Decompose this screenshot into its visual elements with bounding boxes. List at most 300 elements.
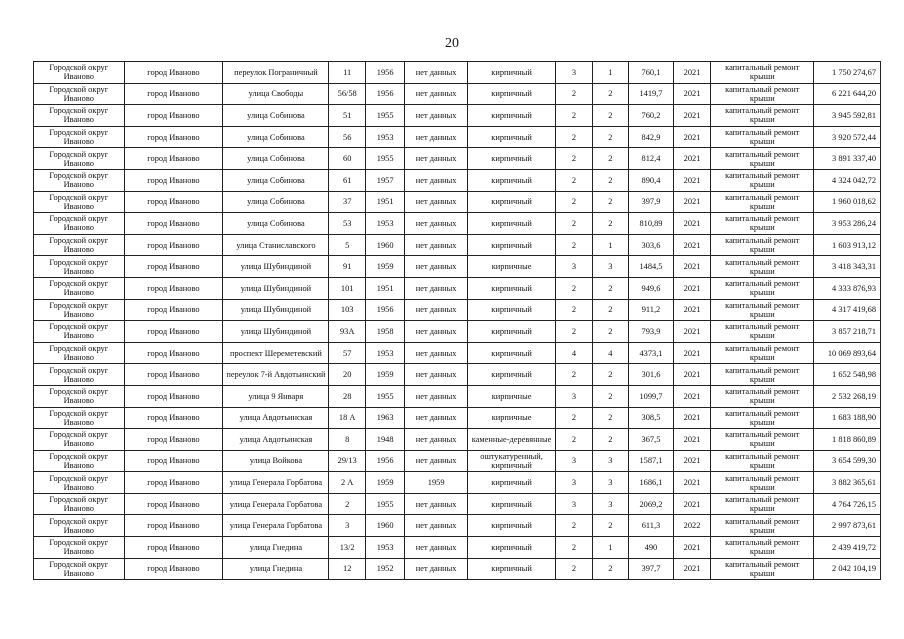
- street-cell: улица Шубиндиной: [223, 299, 329, 321]
- plan-year-cell: 2021: [673, 407, 710, 429]
- cost-cell: 3 882 365,61: [814, 472, 881, 494]
- house-number-cell: 101: [329, 277, 365, 299]
- street-cell: улица Шубиндиной: [223, 277, 329, 299]
- table-row: [34, 558, 881, 580]
- work-type-cell: капитальный ремонт крыши: [711, 213, 814, 235]
- street-cell: улица Генерала Горбатова: [223, 515, 329, 537]
- plan-year-cell: 2021: [673, 364, 710, 386]
- build-year-cell: 1948: [365, 429, 405, 451]
- house-number-cell: 51: [329, 105, 365, 127]
- municipality-cell: Городской округ Иваново: [34, 429, 125, 451]
- municipality-cell: Городской округ Иваново: [34, 83, 125, 105]
- work-type-cell: капитальный ремонт крыши: [711, 429, 814, 451]
- entrances-cell: 1: [592, 537, 628, 559]
- work-type-cell: капитальный ремонт крыши: [711, 342, 814, 364]
- house-number-cell: 18 А: [329, 407, 365, 429]
- work-type-cell: капитальный ремонт крыши: [711, 148, 814, 170]
- plan-year-cell: 2021: [673, 213, 710, 235]
- build-year-cell: 1953: [365, 126, 405, 148]
- cost-cell: 6 221 644,20: [814, 83, 881, 105]
- table-row: [34, 472, 881, 494]
- commission-year-cell: нет данных: [405, 342, 467, 364]
- work-type-cell: капитальный ремонт крыши: [711, 105, 814, 127]
- table-row: [34, 321, 881, 343]
- wall-material-cell: кирпичный: [467, 321, 555, 343]
- settlement-cell: город Иваново: [124, 169, 223, 191]
- table-row: [34, 450, 881, 472]
- entrances-cell: 2: [592, 213, 628, 235]
- plan-year-cell: 2022: [673, 515, 710, 537]
- table-row: [34, 213, 881, 235]
- house-number-cell: 103: [329, 299, 365, 321]
- commission-year-cell: нет данных: [405, 299, 467, 321]
- plan-year-cell: 2021: [673, 105, 710, 127]
- cost-cell: 2 532 268,19: [814, 385, 881, 407]
- area-cell: 308,5: [629, 407, 674, 429]
- wall-material-cell: кирпичный: [467, 126, 555, 148]
- build-year-cell: 1958: [365, 321, 405, 343]
- build-year-cell: 1956: [365, 83, 405, 105]
- wall-material-cell: кирпичный: [467, 342, 555, 364]
- entrances-cell: 2: [592, 515, 628, 537]
- entrances-cell: 2: [592, 321, 628, 343]
- settlement-cell: город Иваново: [124, 105, 223, 127]
- plan-year-cell: 2021: [673, 191, 710, 213]
- area-cell: 367,5: [629, 429, 674, 451]
- settlement-cell: город Иваново: [124, 62, 223, 84]
- wall-material-cell: кирпичный: [467, 472, 555, 494]
- build-year-cell: 1959: [365, 364, 405, 386]
- table-row: [34, 148, 881, 170]
- house-number-cell: 20: [329, 364, 365, 386]
- floors-cell: 2: [556, 407, 592, 429]
- settlement-cell: город Иваново: [124, 299, 223, 321]
- house-number-cell: 37: [329, 191, 365, 213]
- street-cell: переулок 7-й Авдотьинский: [223, 364, 329, 386]
- street-cell: улица Шубиндиной: [223, 321, 329, 343]
- build-year-cell: 1955: [365, 105, 405, 127]
- entrances-cell: 2: [592, 169, 628, 191]
- table-row: [34, 342, 881, 364]
- street-cell: переулок Пограничный: [223, 62, 329, 84]
- build-year-cell: 1956: [365, 299, 405, 321]
- cost-cell: 3 857 218,71: [814, 321, 881, 343]
- build-year-cell: 1957: [365, 169, 405, 191]
- cost-cell: 4 764 726,15: [814, 493, 881, 515]
- settlement-cell: город Иваново: [124, 537, 223, 559]
- municipality-cell: Городской округ Иваново: [34, 450, 125, 472]
- wall-material-cell: кирпичный: [467, 213, 555, 235]
- house-number-cell: 56/58: [329, 83, 365, 105]
- work-type-cell: капитальный ремонт крыши: [711, 83, 814, 105]
- settlement-cell: город Иваново: [124, 256, 223, 278]
- build-year-cell: 1955: [365, 148, 405, 170]
- commission-year-cell: нет данных: [405, 429, 467, 451]
- wall-material-cell: кирпичный: [467, 169, 555, 191]
- entrances-cell: 2: [592, 277, 628, 299]
- floors-cell: 2: [556, 558, 592, 580]
- area-cell: 1419,7: [629, 83, 674, 105]
- entrances-cell: 3: [592, 450, 628, 472]
- cost-cell: 2 042 104,19: [814, 558, 881, 580]
- table-row: [34, 256, 881, 278]
- floors-cell: 2: [556, 429, 592, 451]
- table-row: [34, 407, 881, 429]
- table-row: [34, 126, 881, 148]
- commission-year-cell: нет данных: [405, 169, 467, 191]
- settlement-cell: город Иваново: [124, 234, 223, 256]
- settlement-cell: город Иваново: [124, 126, 223, 148]
- municipality-cell: Городской округ Иваново: [34, 256, 125, 278]
- house-number-cell: 11: [329, 62, 365, 84]
- wall-material-cell: кирпичный: [467, 277, 555, 299]
- wall-material-cell: кирпичный: [467, 83, 555, 105]
- settlement-cell: город Иваново: [124, 321, 223, 343]
- table-row: [34, 234, 881, 256]
- municipality-cell: Городской округ Иваново: [34, 299, 125, 321]
- cost-cell: 4 324 042,72: [814, 169, 881, 191]
- entrances-cell: 2: [592, 191, 628, 213]
- floors-cell: 2: [556, 364, 592, 386]
- commission-year-cell: нет данных: [405, 105, 467, 127]
- municipality-cell: Городской округ Иваново: [34, 493, 125, 515]
- commission-year-cell: нет данных: [405, 277, 467, 299]
- table-row: [34, 364, 881, 386]
- municipality-cell: Городской округ Иваново: [34, 364, 125, 386]
- municipality-cell: Городской округ Иваново: [34, 148, 125, 170]
- plan-year-cell: 2021: [673, 256, 710, 278]
- build-year-cell: 1956: [365, 450, 405, 472]
- entrances-cell: 2: [592, 429, 628, 451]
- entrances-cell: 2: [592, 558, 628, 580]
- area-cell: 949,6: [629, 277, 674, 299]
- commission-year-cell: нет данных: [405, 450, 467, 472]
- commission-year-cell: нет данных: [405, 493, 467, 515]
- street-cell: улица Собинова: [223, 169, 329, 191]
- entrances-cell: 2: [592, 105, 628, 127]
- commission-year-cell: нет данных: [405, 213, 467, 235]
- table-row: [34, 169, 881, 191]
- wall-material-cell: кирпичные: [467, 385, 555, 407]
- settlement-cell: город Иваново: [124, 83, 223, 105]
- settlement-cell: город Иваново: [124, 364, 223, 386]
- build-year-cell: 1955: [365, 385, 405, 407]
- wall-material-cell: кирпичный: [467, 234, 555, 256]
- plan-year-cell: 2021: [673, 277, 710, 299]
- area-cell: 1484,5: [629, 256, 674, 278]
- settlement-cell: город Иваново: [124, 472, 223, 494]
- entrances-cell: 3: [592, 256, 628, 278]
- cost-cell: 4 333 876,93: [814, 277, 881, 299]
- build-year-cell: 1963: [365, 407, 405, 429]
- floors-cell: 2: [556, 234, 592, 256]
- work-type-cell: капитальный ремонт крыши: [711, 321, 814, 343]
- area-cell: 1686,1: [629, 472, 674, 494]
- work-type-cell: капитальный ремонт крыши: [711, 450, 814, 472]
- area-cell: 812,4: [629, 148, 674, 170]
- commission-year-cell: нет данных: [405, 256, 467, 278]
- cost-cell: 4 317 419,68: [814, 299, 881, 321]
- cost-cell: 2 997 873,61: [814, 515, 881, 537]
- table-row: [34, 299, 881, 321]
- work-type-cell: капитальный ремонт крыши: [711, 385, 814, 407]
- municipality-cell: Городской округ Иваново: [34, 62, 125, 84]
- build-year-cell: 1960: [365, 234, 405, 256]
- floors-cell: 3: [556, 472, 592, 494]
- settlement-cell: город Иваново: [124, 515, 223, 537]
- floors-cell: 4: [556, 342, 592, 364]
- area-cell: 890,4: [629, 169, 674, 191]
- floors-cell: 2: [556, 169, 592, 191]
- table-row: [34, 429, 881, 451]
- street-cell: улица Генерала Горбатова: [223, 472, 329, 494]
- build-year-cell: 1951: [365, 277, 405, 299]
- entrances-cell: 2: [592, 364, 628, 386]
- street-cell: улица Собинова: [223, 126, 329, 148]
- street-cell: улица 9 Января: [223, 385, 329, 407]
- work-type-cell: капитальный ремонт крыши: [711, 169, 814, 191]
- house-number-cell: 56: [329, 126, 365, 148]
- floors-cell: 3: [556, 493, 592, 515]
- municipality-cell: Городской округ Иваново: [34, 277, 125, 299]
- table-row: [34, 277, 881, 299]
- house-number-cell: 61: [329, 169, 365, 191]
- settlement-cell: город Иваново: [124, 148, 223, 170]
- work-type-cell: капитальный ремонт крыши: [711, 126, 814, 148]
- area-cell: 911,2: [629, 299, 674, 321]
- plan-year-cell: 2021: [673, 169, 710, 191]
- settlement-cell: город Иваново: [124, 191, 223, 213]
- wall-material-cell: кирпичный: [467, 299, 555, 321]
- work-type-cell: капитальный ремонт крыши: [711, 493, 814, 515]
- street-cell: улица Гнедина: [223, 537, 329, 559]
- table-row: [34, 83, 881, 105]
- build-year-cell: 1959: [365, 472, 405, 494]
- plan-year-cell: 2021: [673, 558, 710, 580]
- floors-cell: 2: [556, 321, 592, 343]
- street-cell: улица Войкова: [223, 450, 329, 472]
- cost-cell: 3 945 592,81: [814, 105, 881, 127]
- street-cell: улица Собинова: [223, 213, 329, 235]
- plan-year-cell: 2021: [673, 126, 710, 148]
- street-cell: улица Авдотьинская: [223, 407, 329, 429]
- area-cell: 1099,7: [629, 385, 674, 407]
- floors-cell: 2: [556, 105, 592, 127]
- municipality-cell: Городской округ Иваново: [34, 407, 125, 429]
- house-number-cell: 28: [329, 385, 365, 407]
- work-type-cell: капитальный ремонт крыши: [711, 234, 814, 256]
- build-year-cell: 1951: [365, 191, 405, 213]
- area-cell: 397,9: [629, 191, 674, 213]
- cost-cell: 3 654 599,30: [814, 450, 881, 472]
- commission-year-cell: нет данных: [405, 62, 467, 84]
- wall-material-cell: кирпичные: [467, 407, 555, 429]
- entrances-cell: 3: [592, 472, 628, 494]
- commission-year-cell: нет данных: [405, 191, 467, 213]
- wall-material-cell: кирпичный: [467, 515, 555, 537]
- house-number-cell: 57: [329, 342, 365, 364]
- street-cell: улица Шубиндиной: [223, 256, 329, 278]
- commission-year-cell: нет данных: [405, 385, 467, 407]
- work-type-cell: капитальный ремонт крыши: [711, 472, 814, 494]
- work-type-cell: капитальный ремонт крыши: [711, 191, 814, 213]
- table-row: [34, 191, 881, 213]
- municipality-cell: Городской округ Иваново: [34, 126, 125, 148]
- floors-cell: 2: [556, 299, 592, 321]
- area-cell: 301,6: [629, 364, 674, 386]
- municipality-cell: Городской округ Иваново: [34, 385, 125, 407]
- plan-year-cell: 2021: [673, 62, 710, 84]
- table-row: [34, 515, 881, 537]
- floors-cell: 2: [556, 83, 592, 105]
- entrances-cell: 2: [592, 385, 628, 407]
- settlement-cell: город Иваново: [124, 385, 223, 407]
- work-type-cell: капитальный ремонт крыши: [711, 537, 814, 559]
- floors-cell: 2: [556, 515, 592, 537]
- table-row: [34, 105, 881, 127]
- cost-cell: 1 750 274,67: [814, 62, 881, 84]
- build-year-cell: 1953: [365, 342, 405, 364]
- plan-year-cell: 2021: [673, 299, 710, 321]
- table-row: [34, 493, 881, 515]
- area-cell: 810,89: [629, 213, 674, 235]
- work-type-cell: капитальный ремонт крыши: [711, 364, 814, 386]
- house-number-cell: 53: [329, 213, 365, 235]
- table-row: [34, 62, 881, 84]
- wall-material-cell: кирпичные: [467, 256, 555, 278]
- build-year-cell: 1955: [365, 493, 405, 515]
- cost-cell: 3 920 572,44: [814, 126, 881, 148]
- commission-year-cell: нет данных: [405, 126, 467, 148]
- entrances-cell: 2: [592, 148, 628, 170]
- municipality-cell: Городской округ Иваново: [34, 472, 125, 494]
- area-cell: 397,7: [629, 558, 674, 580]
- entrances-cell: 2: [592, 83, 628, 105]
- work-type-cell: капитальный ремонт крыши: [711, 62, 814, 84]
- plan-year-cell: 2021: [673, 148, 710, 170]
- build-year-cell: 1953: [365, 213, 405, 235]
- cost-cell: 3 891 337,40: [814, 148, 881, 170]
- wall-material-cell: кирпичный: [467, 105, 555, 127]
- cost-cell: 3 418 343,31: [814, 256, 881, 278]
- work-type-cell: капитальный ремонт крыши: [711, 407, 814, 429]
- commission-year-cell: нет данных: [405, 407, 467, 429]
- plan-year-cell: 2021: [673, 493, 710, 515]
- street-cell: улица Собинова: [223, 191, 329, 213]
- table-row: [34, 385, 881, 407]
- house-number-cell: 13/2: [329, 537, 365, 559]
- house-number-cell: 8: [329, 429, 365, 451]
- floors-cell: 3: [556, 450, 592, 472]
- floors-cell: 3: [556, 385, 592, 407]
- floors-cell: 3: [556, 62, 592, 84]
- settlement-cell: город Иваново: [124, 407, 223, 429]
- entrances-cell: 1: [592, 234, 628, 256]
- area-cell: 2069,2: [629, 493, 674, 515]
- entrances-cell: 3: [592, 493, 628, 515]
- municipality-cell: Городской округ Иваново: [34, 213, 125, 235]
- area-cell: 760,2: [629, 105, 674, 127]
- commission-year-cell: нет данных: [405, 364, 467, 386]
- wall-material-cell: кирпичный: [467, 191, 555, 213]
- wall-material-cell: кирпичный: [467, 364, 555, 386]
- house-number-cell: 12: [329, 558, 365, 580]
- settlement-cell: город Иваново: [124, 213, 223, 235]
- municipality-cell: Городской округ Иваново: [34, 191, 125, 213]
- page-number: 20: [445, 36, 459, 51]
- settlement-cell: город Иваново: [124, 342, 223, 364]
- entrances-cell: 2: [592, 407, 628, 429]
- commission-year-cell: нет данных: [405, 537, 467, 559]
- wall-material-cell: каменные-деревянные: [467, 429, 555, 451]
- plan-year-cell: 2021: [673, 342, 710, 364]
- cost-cell: 1 652 548,98: [814, 364, 881, 386]
- commission-year-cell: нет данных: [405, 234, 467, 256]
- work-type-cell: капитальный ремонт крыши: [711, 515, 814, 537]
- cost-cell: 2 439 419,72: [814, 537, 881, 559]
- plan-year-cell: 2021: [673, 321, 710, 343]
- settlement-cell: город Иваново: [124, 558, 223, 580]
- municipality-cell: Городской округ Иваново: [34, 105, 125, 127]
- plan-year-cell: 2021: [673, 472, 710, 494]
- street-cell: улица Свободы: [223, 83, 329, 105]
- street-cell: улица Гнедина: [223, 558, 329, 580]
- street-cell: улица Собинова: [223, 148, 329, 170]
- commission-year-cell: нет данных: [405, 148, 467, 170]
- cost-cell: 10 069 893,64: [814, 342, 881, 364]
- table-body: [34, 62, 881, 580]
- house-number-cell: 93А: [329, 321, 365, 343]
- settlement-cell: город Иваново: [124, 277, 223, 299]
- floors-cell: 2: [556, 213, 592, 235]
- entrances-cell: 2: [592, 126, 628, 148]
- cost-cell: 1 818 860,89: [814, 429, 881, 451]
- wall-material-cell: оштукатуренный, кирпичный: [467, 450, 555, 472]
- commission-year-cell: 1959: [405, 472, 467, 494]
- plan-year-cell: 2021: [673, 385, 710, 407]
- entrances-cell: 4: [592, 342, 628, 364]
- area-cell: 760,1: [629, 62, 674, 84]
- street-cell: улица Собинова: [223, 105, 329, 127]
- house-number-cell: 2: [329, 493, 365, 515]
- area-cell: 4373,1: [629, 342, 674, 364]
- housing-repair-table: [33, 61, 881, 580]
- floors-cell: 3: [556, 256, 592, 278]
- house-number-cell: 2 А: [329, 472, 365, 494]
- municipality-cell: Городской округ Иваново: [34, 342, 125, 364]
- house-number-cell: 5: [329, 234, 365, 256]
- wall-material-cell: кирпичный: [467, 148, 555, 170]
- cost-cell: 1 683 188,90: [814, 407, 881, 429]
- house-number-cell: 91: [329, 256, 365, 278]
- plan-year-cell: 2021: [673, 450, 710, 472]
- area-cell: 842,9: [629, 126, 674, 148]
- work-type-cell: капитальный ремонт крыши: [711, 277, 814, 299]
- floors-cell: 2: [556, 191, 592, 213]
- street-cell: улица Станиславского: [223, 234, 329, 256]
- floors-cell: 2: [556, 126, 592, 148]
- cost-cell: 3 953 286,24: [814, 213, 881, 235]
- area-cell: 1587,1: [629, 450, 674, 472]
- municipality-cell: Городской округ Иваново: [34, 169, 125, 191]
- street-cell: улица Генерала Горбатова: [223, 493, 329, 515]
- commission-year-cell: нет данных: [405, 515, 467, 537]
- commission-year-cell: нет данных: [405, 83, 467, 105]
- entrances-cell: 1: [592, 62, 628, 84]
- house-number-cell: 60: [329, 148, 365, 170]
- floors-cell: 2: [556, 277, 592, 299]
- build-year-cell: 1952: [365, 558, 405, 580]
